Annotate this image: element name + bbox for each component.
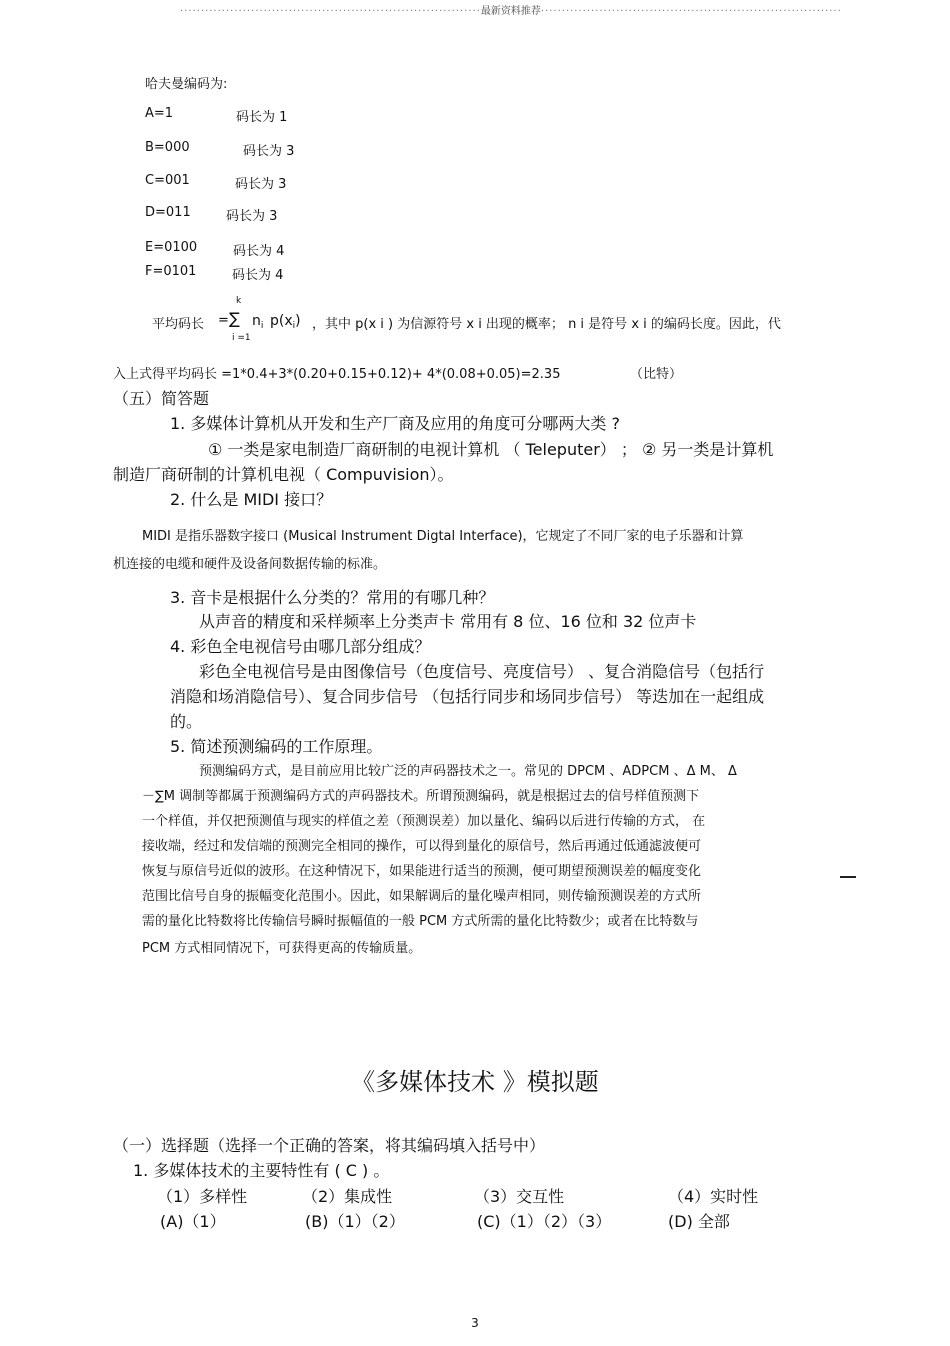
answer-1-line1: ① 一类是家电制造厂商研制的电视计算机 （ Teleputer） ； ② 另一类是计算机 [208,440,774,459]
question-5: 5. 简述预测编码的工作原理。 [170,737,383,756]
answer-3: 从声音的精度和采样频率上分类声卡 常用有 8 位、16 位和 32 位声卡 [199,612,697,631]
sum-upper-limit: k [236,296,242,306]
mock-title: 《多媒体技术 》模拟题 [351,1068,599,1096]
code-a: A=1 [145,106,174,121]
mock-section1: （一）选择题（选择一个正确的答案，将其编码填入括号中） [113,1136,546,1155]
option-2: （2）集成性 [302,1187,393,1206]
formula-rest: ，其中 p(x i ) 为信源符号 x i 出现的概率； n i 是符号 x i 的编码长度。因此，代 [312,317,781,332]
code-e: E=0100 [145,240,198,255]
mock-question-1: 1. 多媒体技术的主要特性有 ( C ) 。 [133,1161,390,1180]
option-4: （4）实时性 [668,1187,759,1206]
question-4: 4. 彩色全电视信号由哪几部分组成？ [170,637,431,656]
code-f: F=0101 [145,264,197,279]
answer-5-line8: PCM 方式相同情况下，可获得更高的传输质量。 [142,941,422,956]
formula-eq: = [218,313,229,328]
section5-heading: （五）简答题 [113,389,210,408]
page-header: ········································································最新资料推荐········································································ [180,6,842,17]
code-b: B=000 [145,140,190,155]
option-1: （1）多样性 [157,1187,248,1206]
answer-2-line2: 机连接的电缆和硬件及设备间数据传输的标准。 [113,557,387,572]
answer-choice-d: (D) 全部 [668,1212,730,1231]
huffman-title: 哈夫曼编码为: [145,77,228,92]
code-d-len: 码长为 3 [226,209,278,224]
formula-n: $n_i$ [252,313,264,331]
answer-choice-a: (A)（1） [160,1212,226,1231]
answer-5-line6: 范围比信号自身的振幅变化范围小。因此，如果解调后的量化噪声相同，则传输预测误差的方式所 [142,889,702,904]
answer-choice-b: (B)（1）（2） [305,1212,405,1231]
sigma-symbol: ∑ [229,309,240,328]
code-f-len: 码长为 4 [232,268,284,283]
question-2: 2. 什么是 MIDI 接口？ [170,490,333,509]
answer-5-line5: 恢复与原信号近似的波形。在这种情况下，如果能进行适当的预测，便可期望预测误差的幅度变化 [142,864,702,879]
answer-5-line1: 预测编码方式，是目前应用比较广泛的声码器技术之一。常见的 DPCM 、ADPCM 、Δ M、 Δ [199,764,737,779]
question-1: 1. 多媒体计算机从开发和生产厂商及应用的角度可分哪两大类 ? [170,414,620,433]
formula-p: $p(x_i)$ [270,313,301,331]
answer-5-line7: 需的量化比特数将比传输信号瞬时振幅值的一般 PCM 方式所需的量化比特数少；或者在比特数与 [142,914,699,929]
answer-4-line1: 彩色全电视信号是由图像信号（色度信号、亮度信号） 、复合消隐信号（包括行 [199,662,765,681]
code-b-len: 码长为 3 [243,144,295,159]
answer-1-line2: 制造厂商研制的计算机电视（ Compuvision）。 [113,465,454,484]
answer-4-line3: 的。 [170,712,203,731]
formula-label: 平均码长 [152,317,205,332]
sum-lower-limit: i =1 [232,333,251,343]
formula-line2: 入上式得平均码长 =1*0.4+3*(0.20+0.15+0.12)+ 4*(0.08+0.05)=2.35 [113,367,561,382]
answer-5-line2: －∑M 调制等都属于预测编码方式的声码器技术。所谓预测编码，就是根据过去的信号样值预测下 [142,789,700,804]
option-3: （3）交互性 [474,1187,565,1206]
formula-unit: （比特） [630,367,683,382]
page-number: 3 [471,1316,479,1330]
code-e-len: 码长为 4 [233,244,285,259]
answer-5-line3: 一个样值，并仅把预测值与现实的样值之差（预测误差）加以量化、编码以后进行传输的方式， 在 [142,814,706,829]
code-c: C=001 [145,173,190,188]
answer-4-line2: 消隐和场消隐信号）、复合同步信号 （包括行同步和场同步信号） 等迭加在一起组成 [170,687,765,706]
question-3: 3. 音卡是根据什么分类的？常用的有哪几种？ [170,588,495,607]
code-c-len: 码长为 3 [235,177,287,192]
answer-2-line1: MIDI 是指乐器数字接口 (Musical Instrument Digtal Interface)，它规定了不同厂家的电子乐器和计算 [142,529,744,544]
code-d: D=011 [145,205,191,220]
answer-5-line4: 接收端，经过和发信端的预测完全相同的操作，可以得到量化的原信号，然后再通过低通滤波便可 [142,839,702,854]
margin-dash [840,876,856,878]
answer-choice-c: (C)（1）（2）（3） [477,1212,612,1231]
code-a-len: 码长为 1 [236,110,288,125]
header-text: 最新资料推荐 [480,6,541,17]
